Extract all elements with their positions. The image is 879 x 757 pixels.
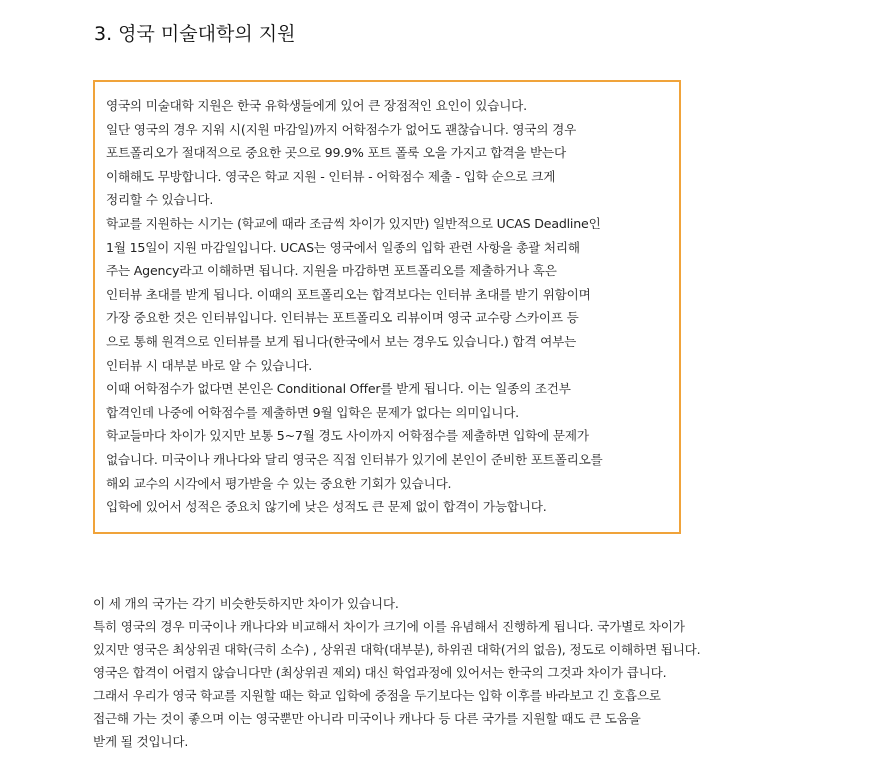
box-line: 인터뷰 시 대부분 바로 알 수 있습니다. <box>106 357 313 373</box>
body-paragraph <box>93 592 863 753</box>
box-line: 학교들마다 차이가 있지만 보통 5~7월 경도 사이까지 어학점수를 제출하면 입학에 문제가 <box>106 428 589 444</box>
highlight-box <box>93 80 681 534</box>
box-line: 으로 통해 원격으로 인터뷰를 보게 됩니다(한국에서 보는 경우도 있습니다.) 합격 여부는 <box>106 333 577 349</box>
body-line: 접근해 가는 것이 좋으며 이는 영국뿐만 아니라 미국이나 캐나다 등 다른 국가를 지원할 때도 큰 도움을 <box>93 711 641 726</box>
box-line: 1월 15일이 지원 마감일입니다. UCAS는 영국에서 일종의 입학 관련 사항을 총괄 처리해 <box>106 239 580 255</box>
box-line: 이때 어학점수가 없다면 본인은 Conditional Offer를 받게 됩니다. 이는 일종의 조건부 <box>106 381 571 397</box>
body-line: 특히 영국의 경우 미국이나 캐나다와 비교해서 차이가 크기에 이를 유념해서 진행하게 됩니다. 국가별로 차이가 <box>93 619 685 634</box>
box-line: 합격인데 나중에 어학점수를 제출하면 9월 입학은 문제가 없다는 의미입니다. <box>106 404 519 420</box>
section-title: 3. 영국 미술대학의 지원 <box>94 23 296 45</box>
box-line: 주는 Agency라고 이해하면 됩니다. 지원을 마감하면 포트폴리오를 제출하거나 혹은 <box>106 263 557 279</box>
body-line: 이 세 개의 국가는 각기 비슷한듯하지만 차이가 있습니다. <box>93 596 399 611</box>
box-line: 학교를 지원하는 시기는 (학교에 때라 조금씩 차이가 있지만) 일반적으로 UCAS Deadline인 <box>106 215 601 231</box>
box-line: 가장 중요한 것은 인터뷰입니다. 인터뷰는 포트폴리오 리뷰이며 영국 교수랑 스카이프 등 <box>106 310 579 326</box>
box-line: 포트폴리오가 절대적으로 중요한 곳으로 99.9% 포트 폴룩 오을 가지고 합격을 받는다 <box>106 145 566 161</box>
body-line: 받게 될 것입니다. <box>93 734 189 749</box>
box-line: 입학에 있어서 성적은 중요치 않기에 낮은 성적도 큰 문제 없이 합격이 가능합니다. <box>106 499 547 515</box>
box-line: 영국의 미술대학 지원은 한국 유학생들에게 있어 큰 장점적인 요인이 있습니다. <box>106 98 527 113</box>
box-line: 없습니다. 미국이나 캐나다와 달리 영국은 직접 인터뷰가 있기에 본인이 준비한 포트폴리오를 <box>106 451 603 467</box>
box-line: 정리할 수 있습니다. <box>106 192 214 208</box>
body-line: 그래서 우리가 영국 학교를 지원할 때는 학교 입학에 중점을 두기보다는 입학 이후를 바라보고 긴 호흡으로 <box>93 688 661 703</box>
box-line: 해외 교수의 시각에서 평가받을 수 있는 중요한 기회가 있습니다. <box>106 475 452 491</box>
box-line: 이해해도 무방합니다. 영국은 학교 지원 - 인터뷰 - 어학점수 제출 - 입학 순으로 크게 <box>106 168 556 184</box>
box-line: 인터뷰 초대를 받게 됩니다. 이때의 포트폴리오는 합격보다는 인터뷰 초대를 받기 위함이며 <box>106 286 591 302</box>
body-line: 영국은 합격이 어렵지 않습니다만 (최상위권 제외) 대신 학업과정에 있어서는 한국의 그것과 차이가 큽니다. <box>93 665 667 680</box>
body-line: 있지만 영국은 최상위권 대학(극히 소수) , 상위권 대학(대부분), 하위권 대학(거의 없음), 정도로 이해하면 됩니다. <box>93 642 701 657</box>
box-line: 일단 영국의 경우 지워 시(지원 마감일)까지 어학점수가 없어도 괜찮습니다. 영국의 경우 <box>106 121 577 137</box>
